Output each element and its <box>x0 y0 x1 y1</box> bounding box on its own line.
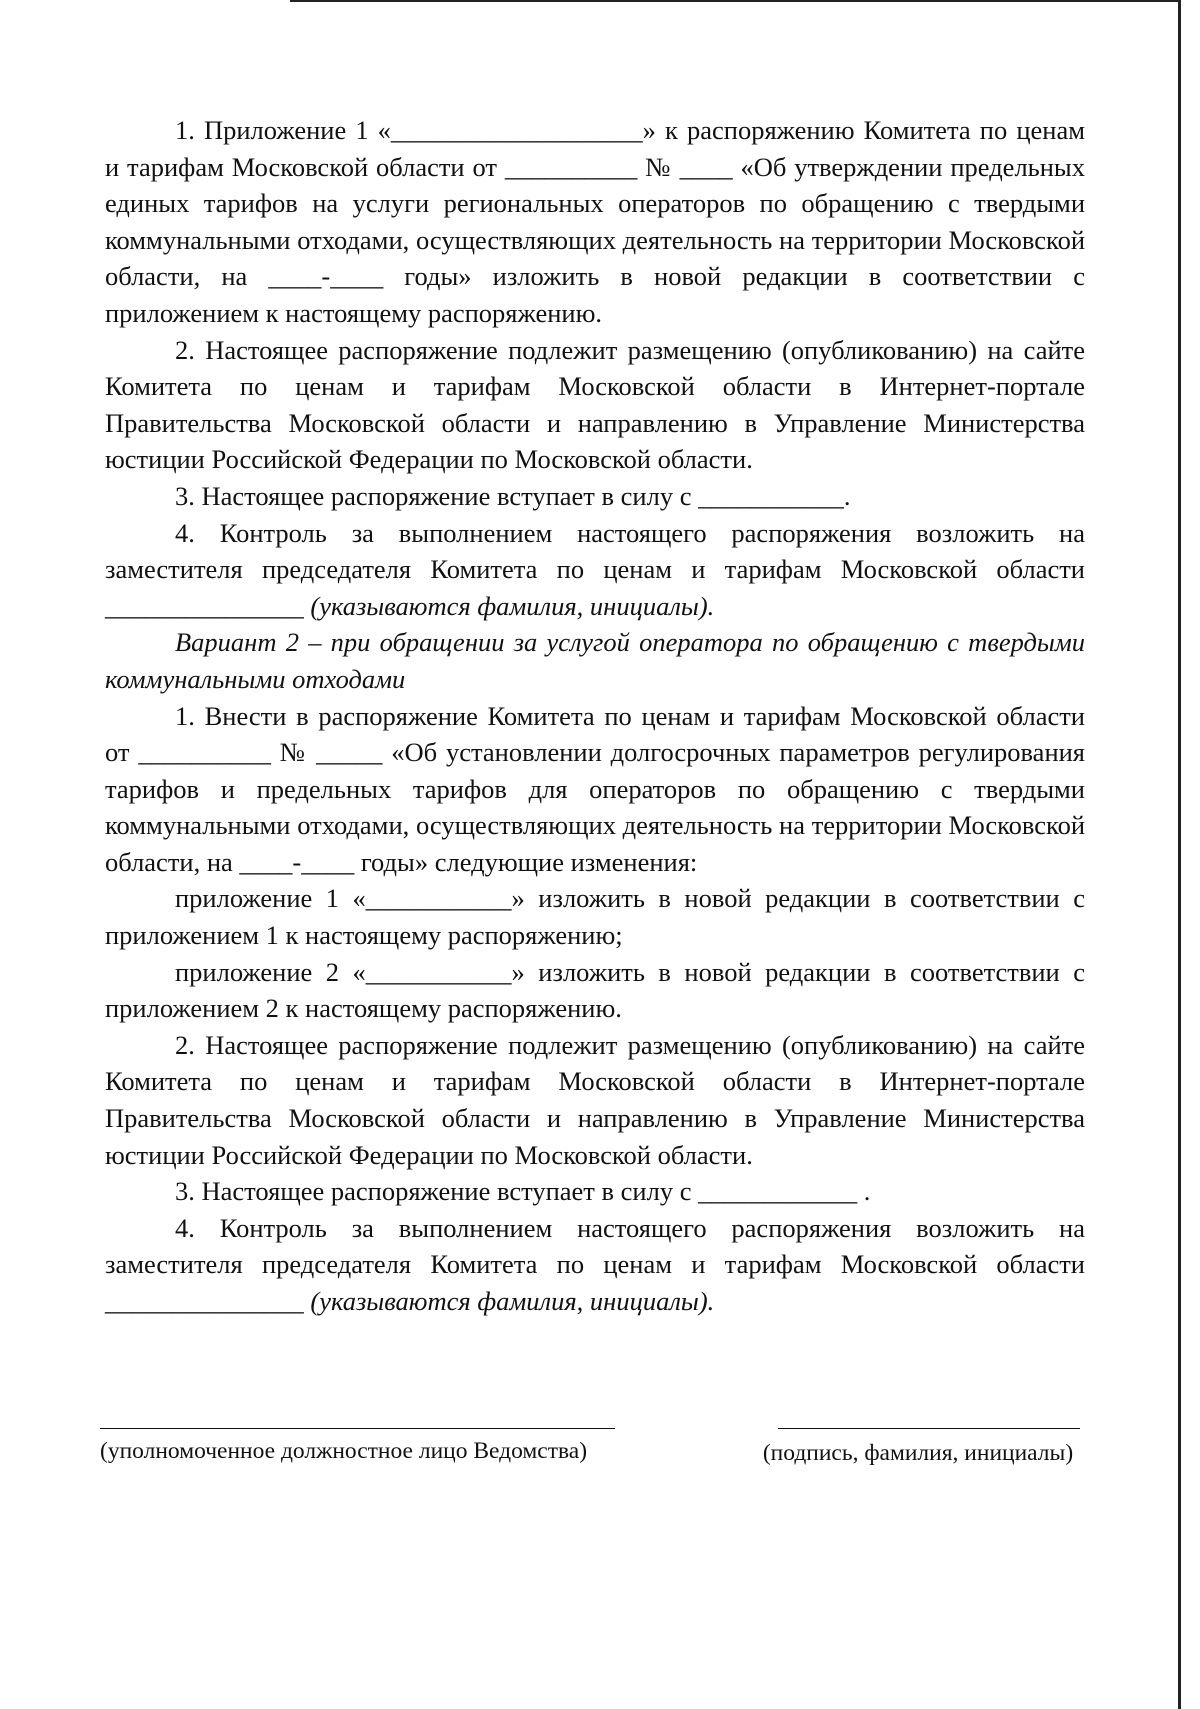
v2-paragraph-1: 1. Внести в распоряжение Комитета по ценам и тарифам Московской области от __________ № _____ «Об установлении долгосрочных параметров регулирования тарифов и предельных тарифов для операторов по обращению с твердыми коммунальными отходами, осуществляющих деятельность на территории Московской области, на ____-____ годы» следующие изменения: <box>105 700 1085 877</box>
scan-edge-top <box>290 0 1180 2</box>
v1-p4-main: 4. Контроль за выполнением настоящего распоряжения возложить на заместителя председателя Комитета по ценам и тарифам Московской области <box>105 517 1085 585</box>
v2-paragraph-3: 3. Настоящее распоряжение вступает в силу с ____________ . <box>175 1176 871 1207</box>
v1-paragraph-4 <box>105 515 1085 625</box>
v1-p4-blank: _______________ <box>105 590 304 621</box>
v1-paragraph-1: 1. Приложение 1 «___________________» к распоряжению Комитета по ценам и тарифам Московской области от __________ № ____ «Об утверждении предельных единых тарифов на услуги региональных операторов по обращению с твердыми коммунальными отходами, осуществляющих деятельность на территории Московской области, на ____-____ годы» изложить в новой редакции в соответствии с приложением к настоящему распоряжению. <box>105 115 1085 328</box>
variant-2-heading: Вариант 2 – при обращении за услугой оператора по обращению с твердыми коммунальными отходами <box>105 627 1085 694</box>
v2-item-2: приложение 2 «___________» изложить в новой редакции в соответствии с приложением 2 к настоящему распоряжению. <box>105 956 1085 1024</box>
v1-p4-note: (указываются фамилия, инициалы). <box>310 590 715 621</box>
v1-paragraph-3: 3. Настоящее распоряжение вступает в силу с ___________. <box>175 480 851 511</box>
v2-paragraph-4 <box>105 1210 1085 1320</box>
v2-p4-note: (указываются фамилия, инициалы). <box>310 1286 715 1316</box>
v2-p4-main: 4. Контроль за выполнением настоящего распоряжения возложить на заместителя председателя Комитета по ценам и тарифам Московской области <box>105 1212 1085 1280</box>
v2-item-1: приложение 1 «___________» изложить в новой редакции в соответствии с приложением 1 к настоящему распоряжению; <box>105 883 1085 951</box>
signature-line-official <box>100 1428 615 1429</box>
signature-caption-name: (подпись, фамилия, инициалы) <box>762 1440 1074 1466</box>
scan-edge-right <box>1178 0 1181 1709</box>
signature-caption-official: (уполномоченное должностное лицо Ведомства) <box>100 1438 588 1464</box>
signature-line-name <box>778 1428 1080 1429</box>
v2-p4-blank: _______________ <box>105 1286 304 1316</box>
signature-block <box>100 1428 1085 1488</box>
document-body <box>105 112 1085 1320</box>
v2-paragraph-2: 2. Настоящее распоряжение подлежит размещению (опубликованию) на сайте Комитета по ценам и тарифам Московской области в Интернет-портале Правительства Московской области и направлению в Управление Министерства юстиции Российской Федерации по Московской области. <box>105 1029 1085 1170</box>
v1-paragraph-2: 2. Настоящее распоряжение подлежит размещению (опубликованию) на сайте Комитета по ценам и тарифам Московской области в Интернет-портале Правительства Московской области и направлению в Управление Министерства юстиции Российской Федерации по Московской области. <box>105 334 1085 475</box>
